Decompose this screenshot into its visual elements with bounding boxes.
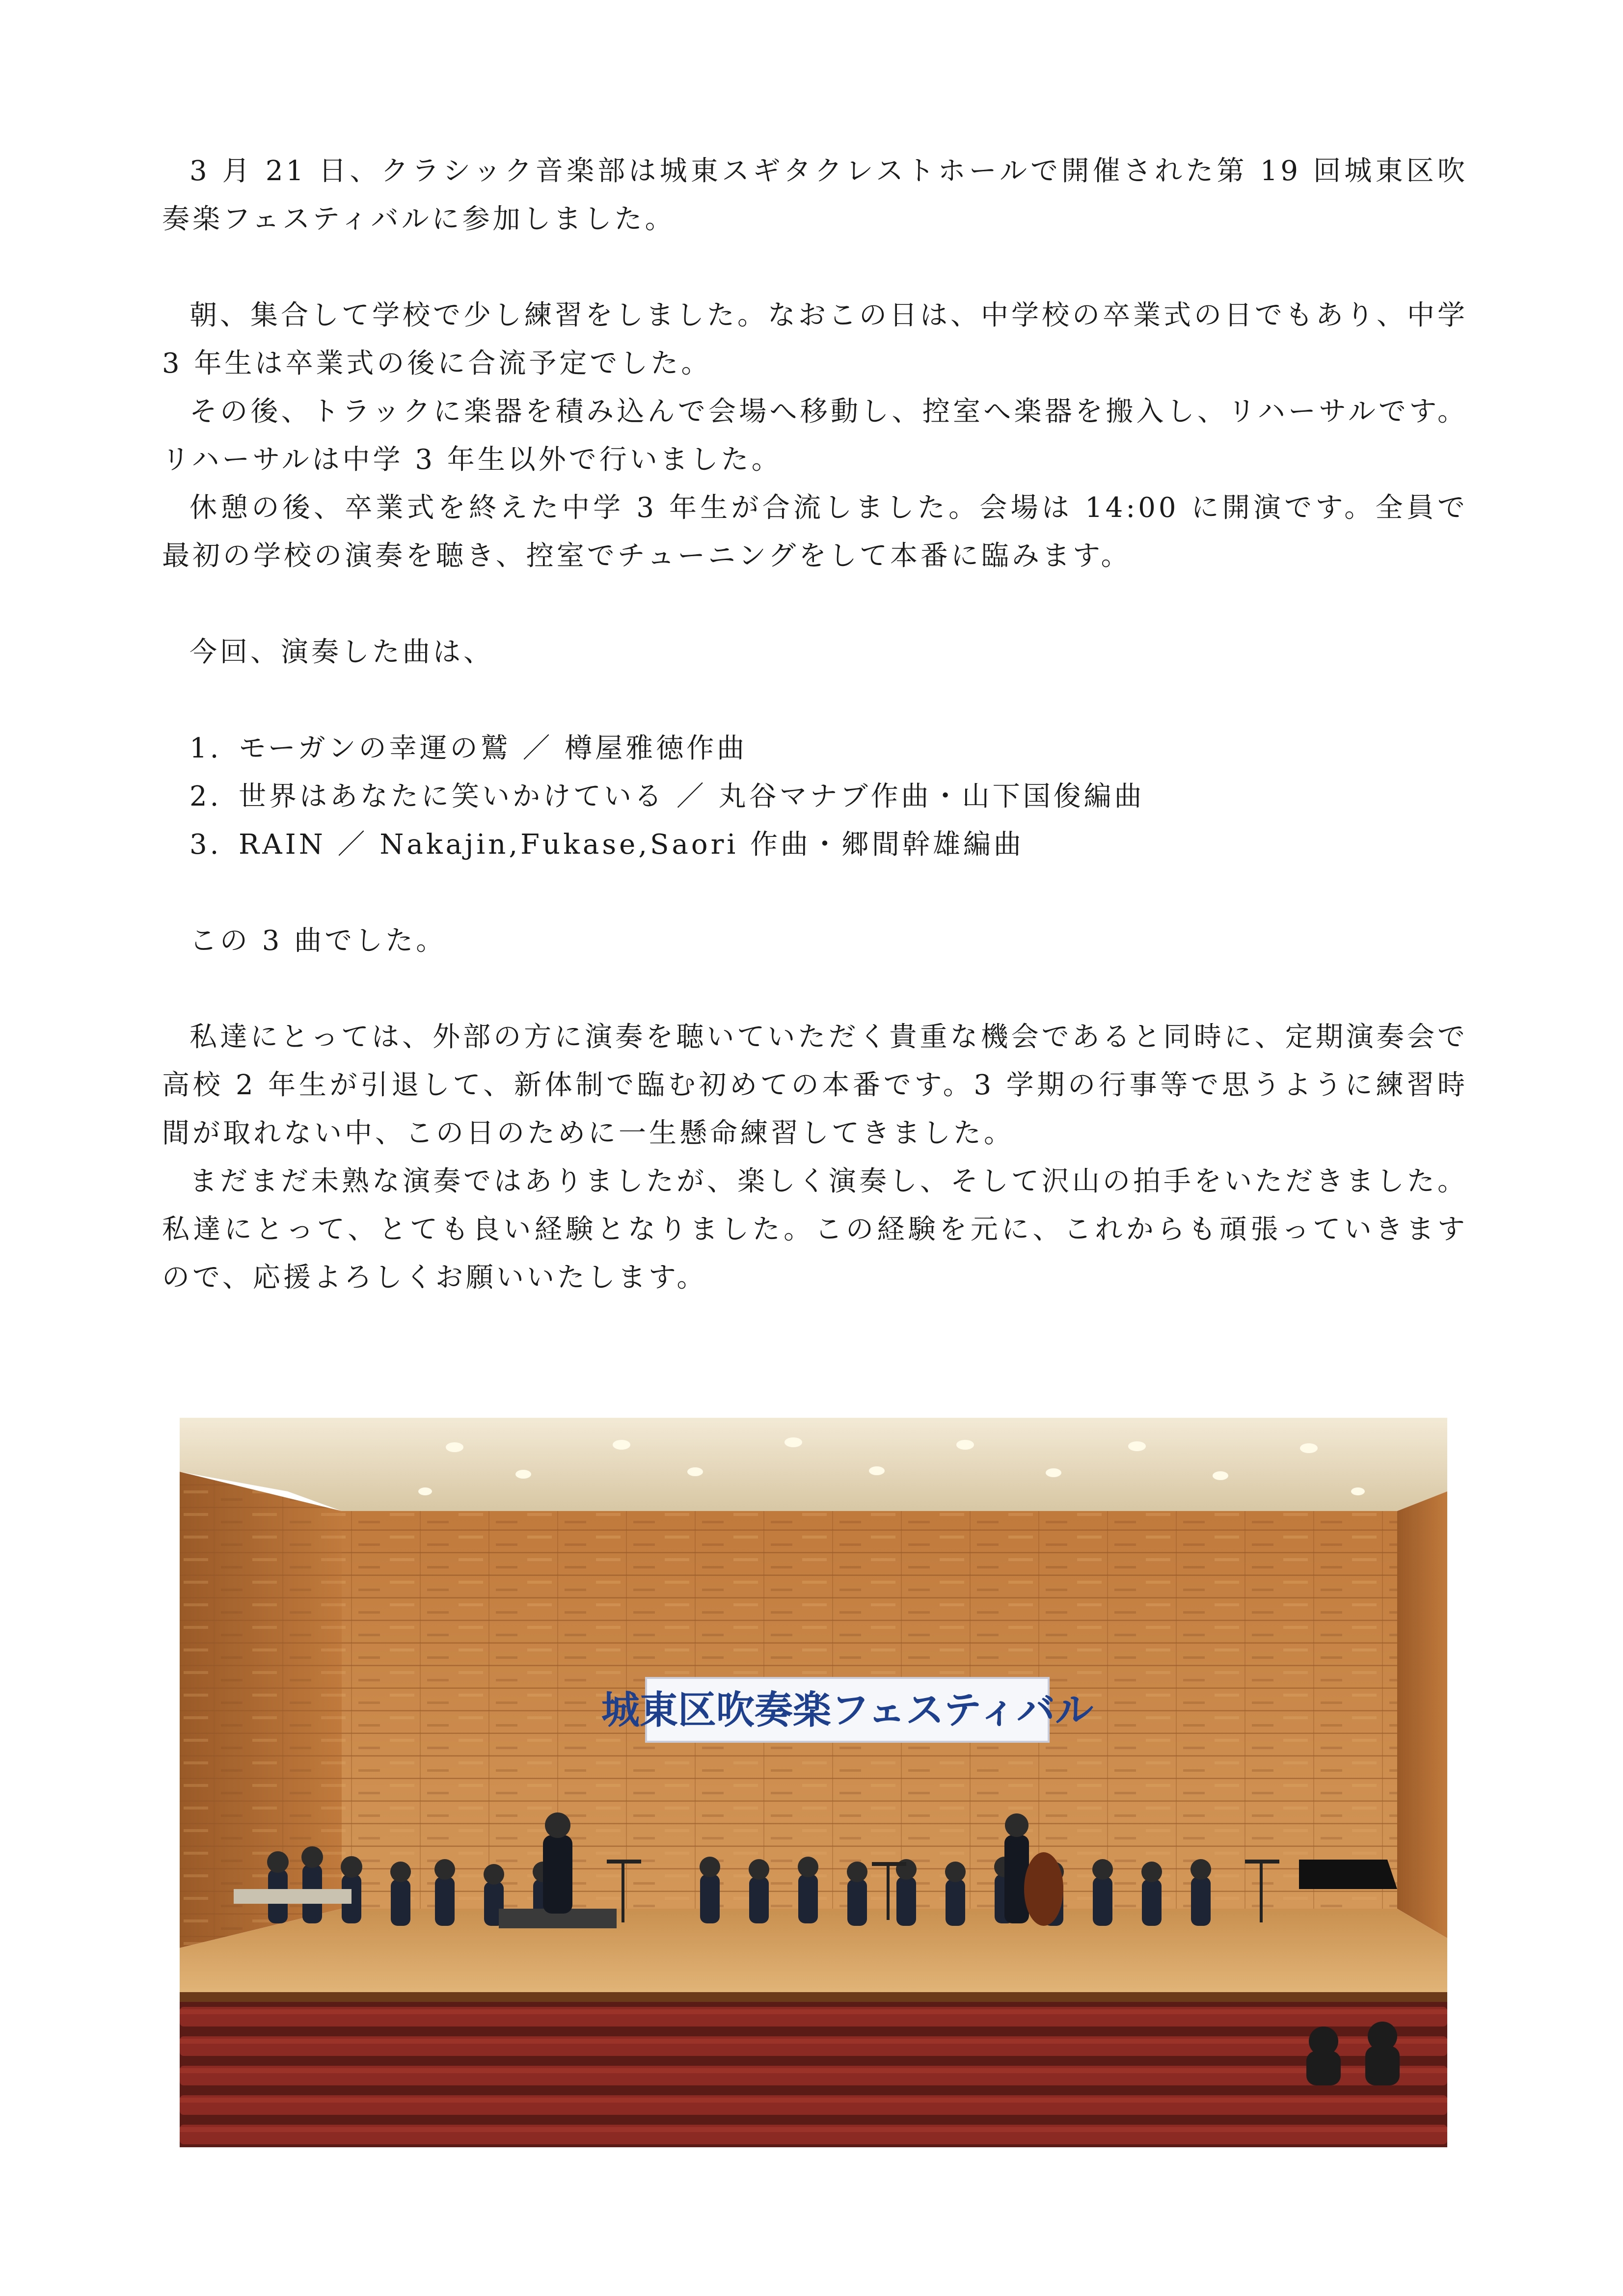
song-number: 1. bbox=[189, 732, 222, 764]
song-title: RAIN ／ Nakajin,Fukase,Saori 作曲・郷間幹雄編曲 bbox=[239, 829, 1025, 861]
banner-text: 城東区吹奏楽フェスティバル bbox=[601, 1688, 1094, 1732]
spacer bbox=[162, 580, 1468, 628]
song-item bbox=[162, 773, 1468, 821]
song-title: モーガンの幸運の鷲 ／ 樽屋雅徳作曲 bbox=[239, 732, 748, 764]
festival-banner bbox=[601, 1678, 1093, 1742]
right-wall bbox=[1397, 1491, 1447, 1938]
song-list bbox=[162, 725, 1468, 869]
paragraph-songs-count: この 3 曲でした。 bbox=[189, 925, 447, 957]
double-bass bbox=[1024, 1852, 1063, 1926]
paragraph-performance: 休憩の後、卒業式を終えた中学 3 年生が合流しました。会場は 14:00 に開演です。全員で最初の学校の演奏を聴き、控室でチューニングをして本番に臨みます。 bbox=[162, 492, 1468, 572]
paragraph-reflection: 私達にとっては、外部の方に演奏を聴いていただく貴重な機会であると同時に、定期演奏会で高校 2 年生が引退して、新体制で臨む初めての本番です。3 学期の行事等で思うように練習時間が取れない中、この日のために一生懸命練習してきました。 bbox=[162, 1021, 1468, 1149]
song-number: 2. bbox=[189, 781, 222, 812]
paragraph-intro: 3 月 21 日、クラシック音楽部は城東スギタクレストホールで開催された第 19 回城東区吹奏楽フェスティバルに参加しました。 bbox=[162, 155, 1468, 235]
concert-photo bbox=[180, 1418, 1447, 2147]
song-item bbox=[162, 821, 1468, 869]
ceiling bbox=[180, 1418, 1447, 1511]
spacer bbox=[162, 869, 1468, 917]
paragraph-songs-intro: 今回、演奏した曲は、 bbox=[189, 636, 494, 668]
song-title: 世界はあなたに笑いかけている ／ 丸谷マナブ作曲・山下国俊編曲 bbox=[239, 781, 1145, 812]
article-body bbox=[162, 147, 1468, 1302]
spacer bbox=[162, 243, 1468, 292]
song-number: 3. bbox=[189, 829, 222, 861]
paragraph-morning: 朝、集合して学校で少し練習をしました。なおこの日は、中学校の卒業式の日でもあり、中学 3 年生は卒業式の後に合流予定でした。 bbox=[162, 299, 1468, 379]
conductor bbox=[543, 1835, 572, 1914]
concert-hall-illustration bbox=[180, 1418, 1447, 2147]
piano bbox=[1299, 1860, 1397, 1889]
marimba bbox=[234, 1889, 352, 1904]
song-item bbox=[162, 725, 1468, 773]
paragraph-closing: まだまだ未熟な演奏ではありましたが、楽しく演奏し、そして沢山の拍手をいただきました。私達にとって、とても良い経験となりました。この経験を元に、これからも頑張っていきますので、応援よろしくお願いいたします。 bbox=[162, 1165, 1468, 1294]
spacer bbox=[162, 965, 1468, 1013]
spacer bbox=[162, 676, 1468, 725]
paragraph-rehearsal: その後、トラックに楽器を積み込んで会場へ移動し、控室へ楽器を搬入し、リハーサルです。リハーサルは中学 3 年生以外で行いました。 bbox=[162, 396, 1468, 476]
